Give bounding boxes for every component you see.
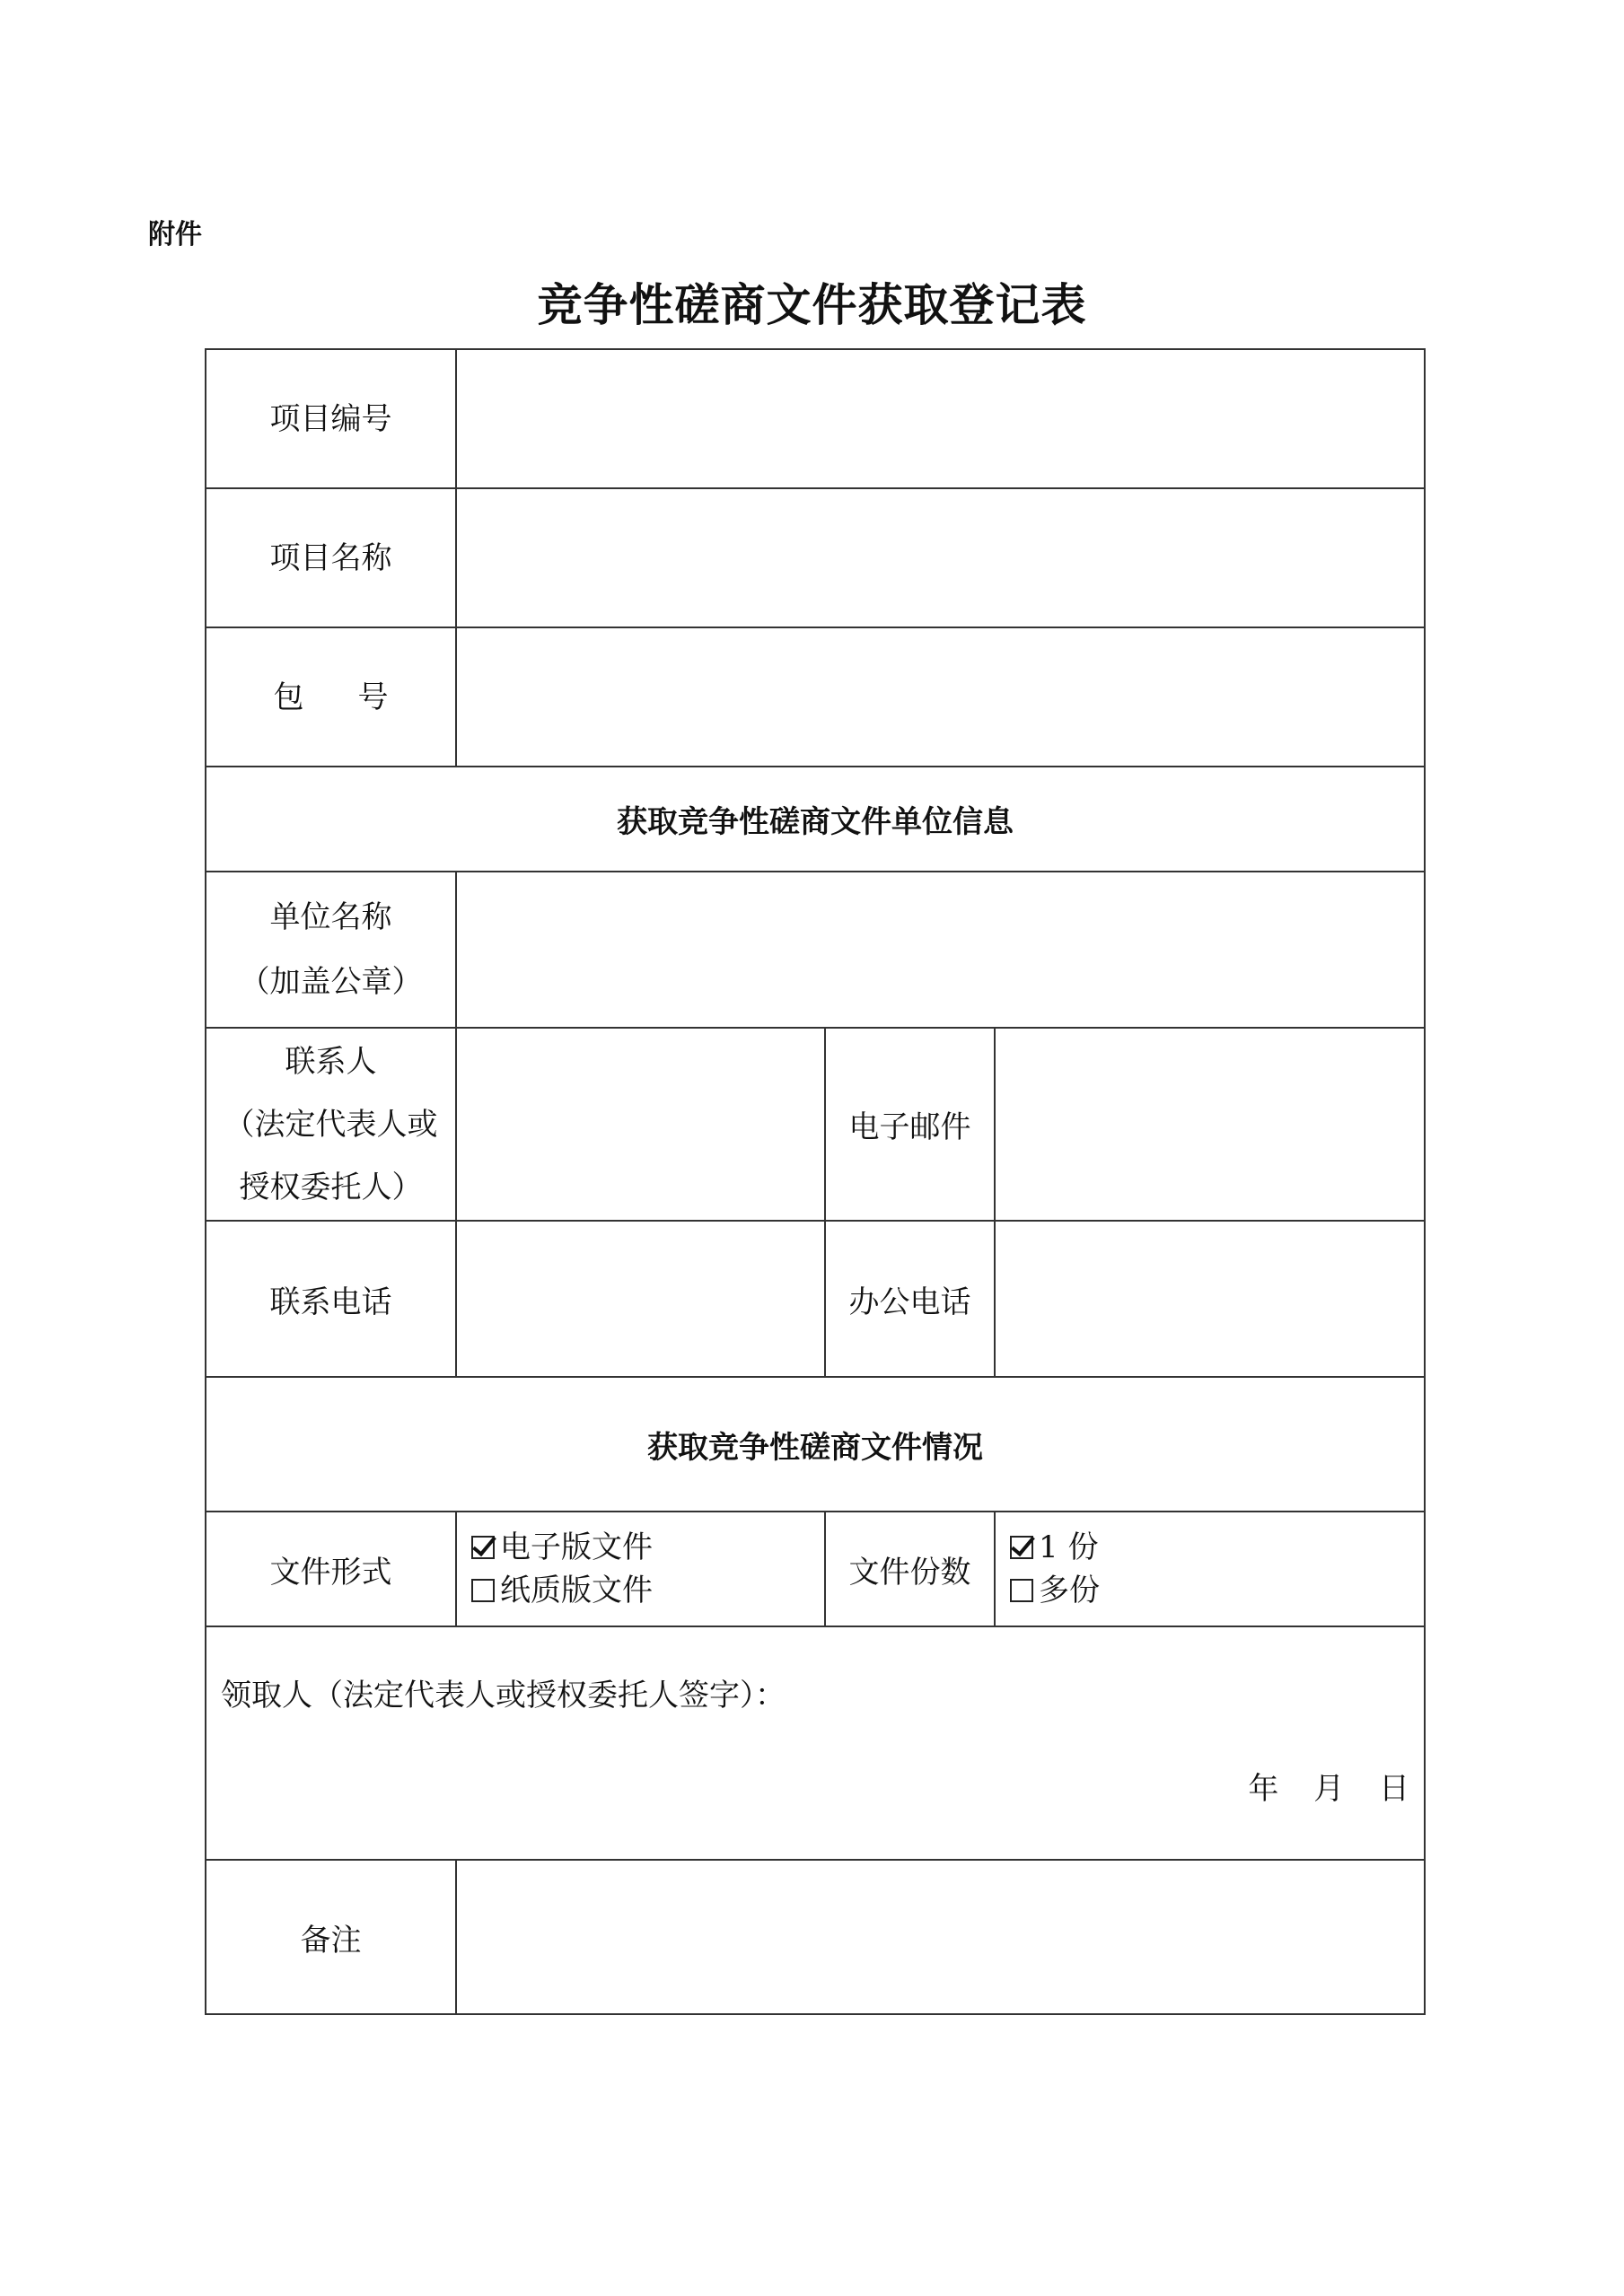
project-name-label: 项目名称 bbox=[206, 488, 456, 627]
recipient-signature-label: 领取人（法定代表人或授权委托人签字）： bbox=[221, 1678, 786, 1713]
copies-option-one[interactable] bbox=[1010, 1526, 1424, 1569]
empty-checkbox-icon[interactable] bbox=[1010, 1579, 1033, 1602]
registration-form-table bbox=[205, 348, 1426, 2015]
attachment-label: 附件 bbox=[148, 219, 202, 250]
unit-name-field[interactable] bbox=[456, 872, 1425, 1028]
file-copies-options bbox=[995, 1512, 1425, 1626]
email-field[interactable] bbox=[995, 1028, 1425, 1221]
checked-checkbox-icon[interactable] bbox=[1010, 1536, 1033, 1559]
office-phone-label: 办公电话 bbox=[825, 1221, 995, 1377]
date-day-label: 日 bbox=[1379, 1771, 1410, 1807]
project-number-label: 项目编号 bbox=[206, 349, 456, 488]
package-label-part-b: 号 bbox=[357, 679, 389, 715]
copies-option-multiple[interactable] bbox=[1010, 1569, 1424, 1612]
copies-option-one-label: 1 份 bbox=[1039, 1529, 1099, 1565]
unit-name-label-line1: 单位名称 bbox=[269, 899, 392, 935]
package-label-part-a: 包 bbox=[273, 679, 304, 715]
recipient-signature-area[interactable] bbox=[206, 1626, 1425, 1860]
remarks-field[interactable] bbox=[456, 1860, 1425, 2014]
signature-date bbox=[1223, 1764, 1409, 1808]
unit-info-heading: 获取竞争性磋商文件单位信息 bbox=[206, 767, 1425, 872]
contact-label-line1: 联系人 bbox=[285, 1043, 377, 1080]
file-format-options bbox=[456, 1512, 825, 1626]
email-label: 电子邮件 bbox=[825, 1028, 995, 1221]
format-option-electronic[interactable] bbox=[471, 1526, 824, 1569]
file-format-label: 文件形式 bbox=[206, 1512, 456, 1626]
contact-phone-field[interactable] bbox=[456, 1221, 825, 1377]
package-number-label bbox=[206, 627, 456, 767]
unit-name-label bbox=[206, 872, 456, 1028]
office-phone-field[interactable] bbox=[995, 1221, 1425, 1377]
package-number-field[interactable] bbox=[456, 627, 1425, 767]
contact-person-field[interactable] bbox=[456, 1028, 825, 1221]
date-month-label: 月 bbox=[1313, 1771, 1345, 1807]
form-title: 竞争性磋商文件获取登记表 bbox=[537, 278, 1087, 331]
date-year-label: 年 bbox=[1248, 1771, 1279, 1807]
acquisition-heading: 获取竞争性磋商文件情况 bbox=[206, 1377, 1425, 1512]
contact-label-line2: （法定代表人或 bbox=[224, 1106, 438, 1143]
checked-checkbox-icon[interactable] bbox=[471, 1536, 495, 1559]
remarks-label: 备注 bbox=[206, 1860, 456, 2014]
contact-person-label bbox=[206, 1028, 456, 1221]
format-option-electronic-label: 电子版文件 bbox=[500, 1529, 653, 1565]
empty-checkbox-icon[interactable] bbox=[471, 1579, 495, 1602]
project-name-field[interactable] bbox=[456, 488, 1425, 627]
copies-option-multiple-label: 多份 bbox=[1039, 1573, 1100, 1608]
contact-label-line3: 授权委托人） bbox=[239, 1169, 423, 1205]
project-number-field[interactable] bbox=[456, 349, 1425, 488]
format-option-paper[interactable] bbox=[471, 1569, 824, 1612]
unit-name-label-line2: （加盖公章） bbox=[239, 964, 423, 1000]
file-copies-label: 文件份数 bbox=[825, 1512, 995, 1626]
format-option-paper-label: 纸质版文件 bbox=[500, 1573, 653, 1608]
contact-phone-label: 联系电话 bbox=[206, 1221, 456, 1377]
